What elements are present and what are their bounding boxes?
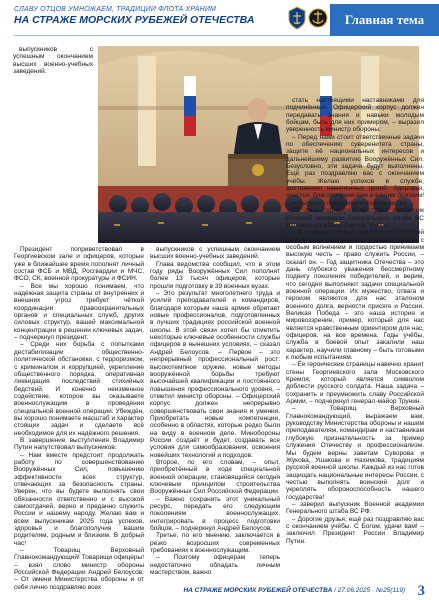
article-paragraph: – заверил выпускник Военной академии Генерального штаба ВС РФ.: [286, 500, 424, 516]
article-paragraph: – Ёе героические страницы навечно хранит стены Георгиевского зала Московского Кремля, который является символом доблести русского солдата. Наша задача – сохранить и преумножить славу Российской Армии, – подчеркнул генерал-майор Трунин.: [286, 361, 424, 406]
article-paragraph: – Товарищ Верховный Главнокомандующий, выражаем вам, руководству Министерства обороны и нашим преподавателям, командирам и наставникам глубокую признательность за пример служения Отечеству и профессионализм. Мы будем верны заветам Суворова и Жукова, Ушакова и Нахимова, традициям русской военной школы. Каждый из нас готов защищать национальные интересы России, с честью выполнять воинский долг и укреплять обороноспособность нашего государства!: [286, 405, 424, 501]
article-paragraph: – Поэтому офицерам теперь недостаточно обладать личным мастерством, важно: [150, 554, 280, 577]
article-paragraph: Президент поприветствовал в Георгиевском зале и офицеров, которые уже в ближайшее время пополнят личный состав ФСБ и МВД, Росгвардии и МЧС, ФСО, СК, военной прокуратуры и ФСИН.: [14, 246, 144, 283]
article-paragraph: – Среди них борьба с попытками дестабилизации общественно-политической обстановки, с терроризмом, с криминалом и коррупцией, укрепление общественного порядка, оперативная ликвидация последствий стихийных бедствий. И конечно неизменное содействие, которое вы оказываете военнослужащим в проведении специальной военной операции. Убеждён, вы хорошо понимаете масштаб и характер стоящих задач и сделаете всё необходимое для их надёжного решения.: [14, 341, 144, 437]
article-paragraph: выпускников с успешным окончанием высших военно-учебных заведений.: [13, 46, 93, 76]
footer-newspaper: [183, 587, 405, 594]
header-title: НА СТРАЖЕ МОРСКИХ РУБЕЖЕЙ ОТЕЧЕСТВА: [14, 14, 255, 26]
article-paragraph: Второе, по его словам, – опыт, приобретённый в ходе специальной военной операции, становящийся сегодня ключевым принципом строительства Вооружённых Сил Российской Федерации.: [150, 458, 280, 496]
anchor-emblem-icon: [308, 6, 328, 30]
section-tab: Главная тема: [330, 4, 439, 36]
article-column-1: [14, 246, 144, 591]
header-slogan: СЛАВУ ОТЦОВ УМНОЖАЕМ, ТРАДИЦИИ ФЛОТА ХРАНИМ: [14, 6, 217, 13]
page-header: [0, 0, 439, 46]
article-paragraph: Третье, по его мнению, заключается в резко возросших современных требованиях к военнослужащим.: [150, 532, 280, 555]
article-paragraph: – В знаменательный год 80-летия Великой Победы мы, выпускники военных вузов, с особым волнением и гордостью принимаем высокую честь – право служить России, – сказал он. – Год защитника Отечества – это дань глубокого уважения бессмертному подвигу поколения победителей, и верим, что сегодня выполняют задачи специальной военной операции. Их мужество, отвага и героизм являются для нас эталоном военного долга, верности присяге и России. Великая Победа – это наша история и мировоззрение, пример, который для нас является нравственным ориентиром для нас, офицеров, на все времена. Годы учёбы, служба в боевой опыт закалили наш характер, научили главному – быть готовыми к любым испытаниям.: [286, 229, 424, 362]
footer-newspaper-name: НА СТРАЖЕ МОРСКИХ РУБЕЖЕЙ ОТЕЧЕСТВА: [183, 587, 333, 594]
header-text: [14, 6, 319, 26]
article-paragraph: – Важно сохранить этот уникальный ресурс, передать его следующим поколениям военнослужащих, интегрировать в процесс подготовки бойцов, – подчеркнул Андрей Белоусов.: [150, 495, 280, 533]
article-paragraph: – Это результат многолетнего труда и усилий преподавателей и командиров, благодаря которым наша армия обретает новые профессионалов, подготовленных в лучших традициях российской военной школы. В этой связи хотел бы отметить некоторые ключевые особенности службы офицеров в нынешних условиях, – сказал Андрей Белоусов. – Первое – это непрерывный профессиональный рост: высокотемпное оружие, новые методы вооружённой борьбы требуют высочайшей квалификации и постоянного повышения профессионального уровня, – отметил министр обороны. – Офицерский корпус должен непрерывно совершенствовать свои знания и умения. Приобретать новые компетенции, особенно в областях, которые редко были на виду в военном деле. Минобороны России создаёт и будет создавать все условия для самообразования, освоения новейших технологий и подходов.: [150, 290, 280, 459]
article-paragraph: – Нам вместе предстоит продолжать работу по совершенствованию Вооружённых Сил, повышению эффективности всех структур, отвечающих за безопасность страны. Уверен, что вы будете выполнять свои обязанности ответственно и с высокой самоотдачей, верно и преданно служить России и нашему народу. Желаю вам и всем выпускникам 2025 года успехов, здоровья и благополучия вашим родителям, родным и близким. В добрый час!: [14, 451, 144, 547]
article-paragraph: От лица офицеров выступил выпускник Военной академии Генерального штаба ВС РФ генерал-майор Сергей Трунин.: [286, 207, 424, 229]
article-paragraph: В завершение выступления Владимир Путин напутствовал выпускников:: [14, 436, 144, 452]
article-paragraph: – Перед нами стоит ответственные задачи по обеспечению суверенитета страны, защите её национальных интересов и дальнейшему развитию Вооружённых Сил. Безусловно, эти задачи будут выполнены. Ещё раз поздравляю вас с окончанием учёбы. Желаю успехов в службе, достижения намеченных целей. Здоровья, счастья, благополучия вам и вашим близким! – подытожил глава военного ведомства.: [286, 133, 424, 207]
article-column-left-top: [13, 46, 93, 243]
navy-emblem-icon: [287, 6, 307, 30]
article-paragraph: Глава ведомства сообщил, что в этом году ряды Вооружённых Сил пополнят более 13 тысяч офицеров, которые прошли подготовку в 39 военных вузах.: [150, 260, 280, 290]
page-number: 3: [417, 583, 425, 599]
article-column-2: [150, 246, 280, 586]
article-paragraph: выпускников с успешным окончанием высших военно-учебных заведений.: [150, 246, 280, 261]
article-column-3: [286, 97, 424, 587]
header-rule: [14, 35, 330, 36]
article-paragraph: стать настоящими наставниками для подчинённых. Офицерский корпус должен передавать знания и навыки молодым бойцам, быть для них примером, – выразил уверенность министр обороны.: [286, 97, 424, 134]
page-footer: [0, 583, 439, 600]
article-paragraph: – Дорогие друзья, ещё раз поздравляю вас с окончанием учёбы. С Богом, удачи вам! – заключил Президент России Владимир Путин.: [286, 515, 424, 545]
footer-issue-info: / 27.06.2025 · №25(119): [334, 587, 405, 594]
article-paragraph: – Все мы хорошо понимаем, что надёжная защита страны от внутренних и внешних угроз требует чёткой координации правоохранительных органов и специальных служб, других силовых структур, вашей максимальной концентрации в решении ключевых задач, – подчеркнул президент.: [14, 282, 144, 342]
article-paragraph: – Товарищ Верховный Главнокомандующий! Товарищи офицеры! – взял слово министр обороны Российской Федерации Андрей Белоусов. – От имени Министерства обороны и от себя лично поздравляю всех: [14, 547, 144, 591]
